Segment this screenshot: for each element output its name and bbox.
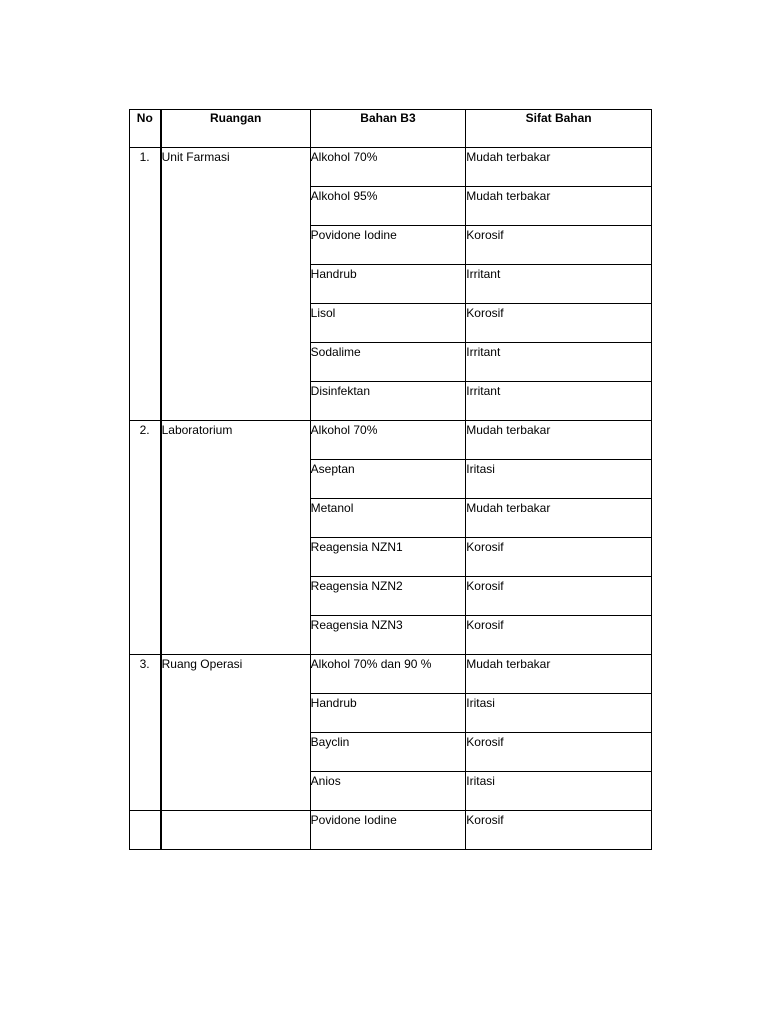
table-row: [130, 655, 652, 694]
material-name: Alkohol 95%: [310, 187, 466, 226]
material-property: Mudah terbakar: [466, 499, 652, 538]
material-name: Bayclin: [310, 733, 466, 772]
header-material: Bahan B3: [310, 110, 466, 148]
material-property: Iritasi: [466, 460, 652, 499]
room-name: [161, 811, 311, 850]
table-row: [130, 421, 652, 460]
material-property: Mudah terbakar: [466, 421, 652, 460]
material-name: Povidone Iodine: [310, 226, 466, 265]
material-name: Anios: [310, 772, 466, 811]
material-name: Metanol: [310, 499, 466, 538]
hazardous-materials-table: [129, 109, 652, 850]
material-property: Korosif: [466, 616, 652, 655]
material-property: Irritant: [466, 382, 652, 421]
room-name: Unit Farmasi: [161, 148, 311, 421]
material-name: Lisol: [310, 304, 466, 343]
material-property: Mudah terbakar: [466, 148, 652, 187]
material-name: Handrub: [310, 265, 466, 304]
material-property: Mudah terbakar: [466, 655, 652, 694]
header-row: [130, 110, 652, 148]
material-property: Irritant: [466, 343, 652, 382]
material-name: Alkohol 70%: [310, 421, 466, 460]
material-property: Korosif: [466, 304, 652, 343]
room-name: Laboratorium: [161, 421, 311, 655]
material-property: Iritasi: [466, 694, 652, 733]
material-name: Reagensia NZN2: [310, 577, 466, 616]
material-name: Reagensia NZN3: [310, 616, 466, 655]
row-number: 1.: [130, 148, 161, 421]
material-property: Korosif: [466, 226, 652, 265]
material-property: Mudah terbakar: [466, 187, 652, 226]
table-body: [130, 148, 652, 850]
material-name: Alkohol 70% dan 90 %: [310, 655, 466, 694]
header-no: No: [130, 110, 161, 148]
material-property: Iritasi: [466, 772, 652, 811]
row-number: [130, 811, 161, 850]
row-number: 3.: [130, 655, 161, 811]
table-row: [130, 811, 652, 850]
material-name: Sodalime: [310, 343, 466, 382]
row-number: 2.: [130, 421, 161, 655]
material-name: Alkohol 70%: [310, 148, 466, 187]
material-property: Korosif: [466, 733, 652, 772]
header-room: Ruangan: [161, 110, 311, 148]
material-property: Korosif: [466, 538, 652, 577]
table-header: [130, 110, 652, 148]
material-name: Disinfektan: [310, 382, 466, 421]
material-name: Handrub: [310, 694, 466, 733]
material-name: Povidone Iodine: [310, 811, 466, 850]
material-property: Irritant: [466, 265, 652, 304]
material-name: Reagensia NZN1: [310, 538, 466, 577]
material-name: Aseptan: [310, 460, 466, 499]
room-name: Ruang Operasi: [161, 655, 311, 811]
material-property: Korosif: [466, 577, 652, 616]
material-property: Korosif: [466, 811, 652, 850]
table-row: [130, 148, 652, 187]
header-property: Sifat Bahan: [466, 110, 652, 148]
